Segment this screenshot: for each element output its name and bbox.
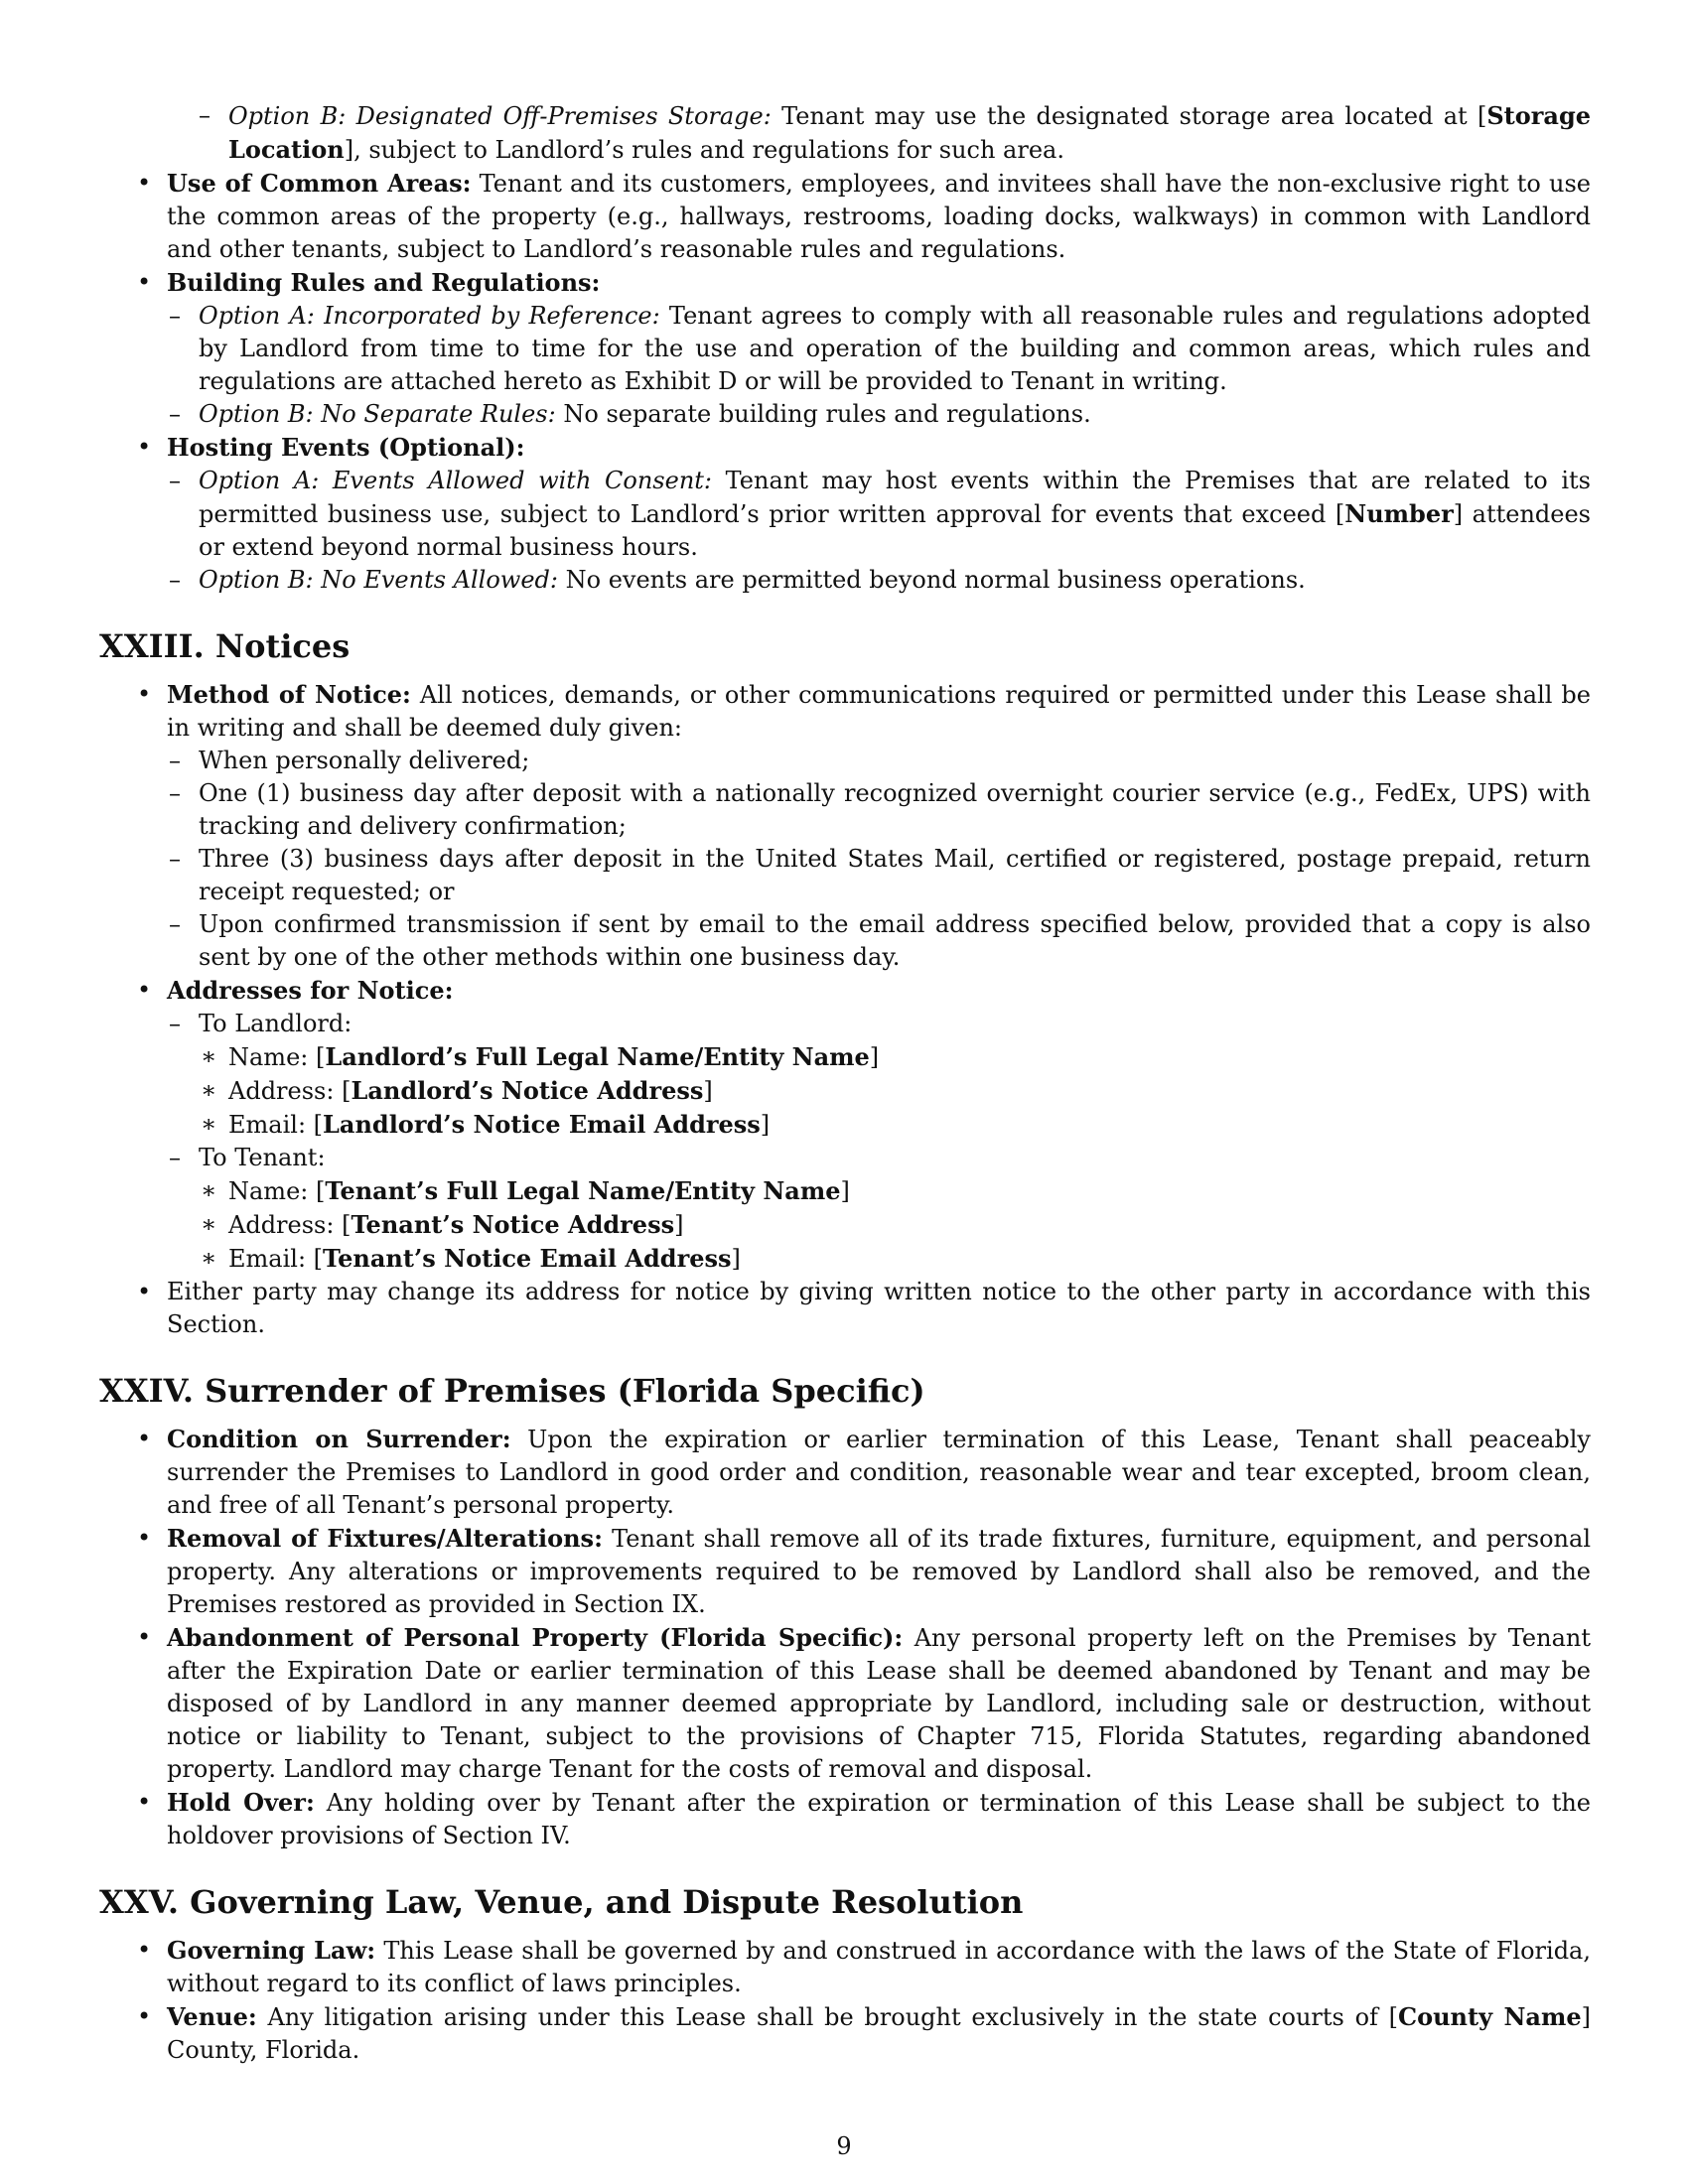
- list-item: ∗ Email: [Landlord’s Notice Email Address]: [199, 1108, 1591, 1142]
- placeholder: Storage Location: [228, 101, 1591, 164]
- list-item: • Hold Over: Any holding over by Tenant after the expiration or termination of this Lease shall be subject to the holdover provisions of Section IV.: [99, 1786, 1591, 1852]
- notice-addresses: [167, 1008, 1591, 1276]
- list-item: • Either party may change its address for notice by giving written notice to the other party in accordance with this Section.: [99, 1276, 1591, 1341]
- section-title-governing-law: XXV. Governing Law, Venue, and Dispute Resolution: [99, 1883, 1024, 1921]
- placeholder: Landlord’s Notice Email Address: [323, 1110, 761, 1139]
- list-item: – Option A: Events Allowed with Consent: Tenant may host events within the Premises that are related to its permitted business use, subject to Landlord’s prior written approval for events that exceed [Number] attendees or extend beyond normal business hours.: [167, 465, 1591, 564]
- list-item: • Building Rules and Regulations: – Option A: Incorporated by Reference: Tenant agrees to comply with all reasonable rules and regulations adopted by Landlord from time to time for the use and operation of the building and common areas, which rules and regulations are attached hereto as Exhibit D or will be provided to Tenant in writing. – Option B: No Separate Rules: No separate building rules and regulations.: [99, 266, 1591, 431]
- governing-list: [99, 1934, 1591, 2067]
- rules-options: [167, 300, 1591, 431]
- list-item: – Option B: Designated Off-Premises Storage: Tenant may use the designated storage area located at [Storage Location], subject to Landlord’s rules and regulations for such area.: [197, 99, 1591, 167]
- list-item: [99, 99, 1591, 167]
- notice-methods: [167, 745, 1591, 974]
- tenant-address-list: [199, 1174, 1591, 1276]
- list-item: • Hosting Events (Optional): – Option A: Events Allowed with Consent: Tenant may host events within the Premises that are related to its permitted business use, subject to Landlord’s prior written approval for events that exceed [Number] attendees or extend beyond normal business hours. – Option B: No Events Allowed: No events are permitted beyond normal business operations.: [99, 431, 1591, 597]
- placeholder: Tenant’s Notice Address: [351, 1210, 675, 1239]
- list-item: – When personally delivered;: [167, 745, 1591, 777]
- list-item: – Upon confirmed transmission if sent by email to the email address specified below, provided that a copy is also sent by one of the other methods within one business day.: [167, 908, 1591, 974]
- list-item: • Condition on Surrender: Upon the expiration or earlier termination of this Lease, Tenant shall peaceably surrender the Premises to Landlord in good order and condition, reasonable wear and tear excepted, broom clean, and free of all Tenant’s personal property.: [99, 1423, 1591, 1522]
- list-item: • Addresses for Notice: – To Landlord: ∗ Name: [Landlord’s Full Legal Name/Entity Name] ∗ Address: [Landlord’s Notice Address] ∗ Email: [Landlord’s Notice Email Address] – To Tenant: ∗ Name: [Tenant’s Full Legal Name/Entity Name] ∗ Address: [Tenant’s Notice Address] ∗ Email: [Tenant’s Notice Email Address]: [99, 974, 1591, 1276]
- list-item: ∗ Name: [Tenant’s Full Legal Name/Entity Name]: [199, 1174, 1591, 1208]
- list-item: • Use of Common Areas: Tenant and its customers, employees, and invitees shall have the non-exclusive right to use the common areas of the property (e.g., hallways, restrooms, loading docks, walkways) in common with Landlord and other tenants, subject to Landlord’s reasonable rules and regulations.: [99, 167, 1591, 266]
- placeholder: Tenant’s Notice Email Address: [323, 1244, 732, 1273]
- list-item: • Venue: Any litigation arising under this Lease shall be brought exclusively in the state courts of [County Name] County, Florida.: [99, 2000, 1591, 2067]
- placeholder: Landlord’s Full Legal Name/Entity Name: [325, 1042, 870, 1071]
- placeholder: Tenant’s Full Legal Name/Entity Name: [325, 1176, 841, 1205]
- landlord-address-list: [199, 1040, 1591, 1142]
- list-item: ∗ Email: [Tenant’s Notice Email Address]: [199, 1242, 1591, 1276]
- list-item: – One (1) business day after deposit with a nationally recognized overnight courier service (e.g., FedEx, UPS) with tracking and delivery confirmation;: [167, 777, 1591, 843]
- list-item: – To Landlord: ∗ Name: [Landlord’s Full Legal Name/Entity Name] ∗ Address: [Landlord’s Notice Address] ∗ Email: [Landlord’s Notice Email Address]: [167, 1008, 1591, 1142]
- list-item: ∗ Name: [Landlord’s Full Legal Name/Entity Name]: [199, 1040, 1591, 1074]
- document-page: [99, 99, 1591, 2067]
- section-title-notices: XXIII. Notices: [99, 627, 351, 665]
- placeholder: County Name: [1397, 2002, 1582, 2031]
- placeholder: Number: [1344, 499, 1454, 528]
- surrender-list: [99, 1423, 1591, 1852]
- list-item: – Option B: No Separate Rules: No separate building rules and regulations.: [167, 398, 1591, 431]
- list-item: ∗ Address: [Tenant’s Notice Address]: [199, 1208, 1591, 1242]
- list-item: – Option B: No Events Allowed: No events are permitted beyond normal business operations.: [167, 564, 1591, 597]
- placeholder: Landlord’s Notice Address: [351, 1076, 704, 1105]
- list-item: • Method of Notice: All notices, demands, or other communications required or permitted under this Lease shall be in writing and shall be deemed duly given: – When personally delivered; – One (1) business day after deposit with a nationally recognized overnight courier service (e.g., FedEx, UPS) with tracking and delivery confirmation; – Three (3) business days after deposit in the United States Mail, certified or registered, postage prepaid, return receipt requested; or – Upon confirmed transmission if sent by email to the email address specified below, provided that a copy is also sent by one of the other methods within one business day.: [99, 678, 1591, 974]
- list-item: • Governing Law: This Lease shall be governed by and construed in accordance with the laws of the State of Florida, without regard to its conflict of laws principles.: [99, 1934, 1591, 2000]
- events-options: [167, 465, 1591, 597]
- page-number: 9: [836, 2132, 852, 2160]
- section-title-surrender: XXIV. Surrender of Premises (Florida Specific): [99, 1372, 925, 1410]
- storage-options: [99, 99, 1591, 167]
- list-item: – Option A: Incorporated by Reference: Tenant agrees to comply with all reasonable rules and regulations adopted by Landlord from time to time for the use and operation of the building and common areas, which rules and regulations are attached hereto as Exhibit D or will be provided to Tenant in writing.: [167, 300, 1591, 398]
- list-item: – Three (3) business days after deposit in the United States Mail, certified or registered, postage prepaid, return receipt requested; or: [167, 843, 1591, 908]
- list-item: – To Tenant: ∗ Name: [Tenant’s Full Legal Name/Entity Name] ∗ Address: [Tenant’s Notice Address] ∗ Email: [Tenant’s Notice Email Address]: [167, 1142, 1591, 1276]
- list-item: ∗ Address: [Landlord’s Notice Address]: [199, 1074, 1591, 1108]
- list-item: • Removal of Fixtures/Alterations: Tenant shall remove all of its trade fixtures, furniture, equipment, and personal property. Any alterations or improvements required to be removed by Landlord shall also be removed, and the Premises restored as provided in Section IX.: [99, 1522, 1591, 1621]
- list-item: • Abandonment of Personal Property (Florida Specific): Any personal property left on the Premises by Tenant after the Expiration Date or earlier termination of this Lease shall be deemed abandoned by Tenant and may be disposed of by Landlord in any manner deemed appropriate by Landlord, including sale or destruction, without notice or liability to Tenant, subject to the provisions of Chapter 715, Florida Statutes, regarding abandoned property. Landlord may charge Tenant for the costs of removal and disposal.: [99, 1621, 1591, 1786]
- continuation-list: [99, 99, 1591, 597]
- notices-list: [99, 678, 1591, 1341]
